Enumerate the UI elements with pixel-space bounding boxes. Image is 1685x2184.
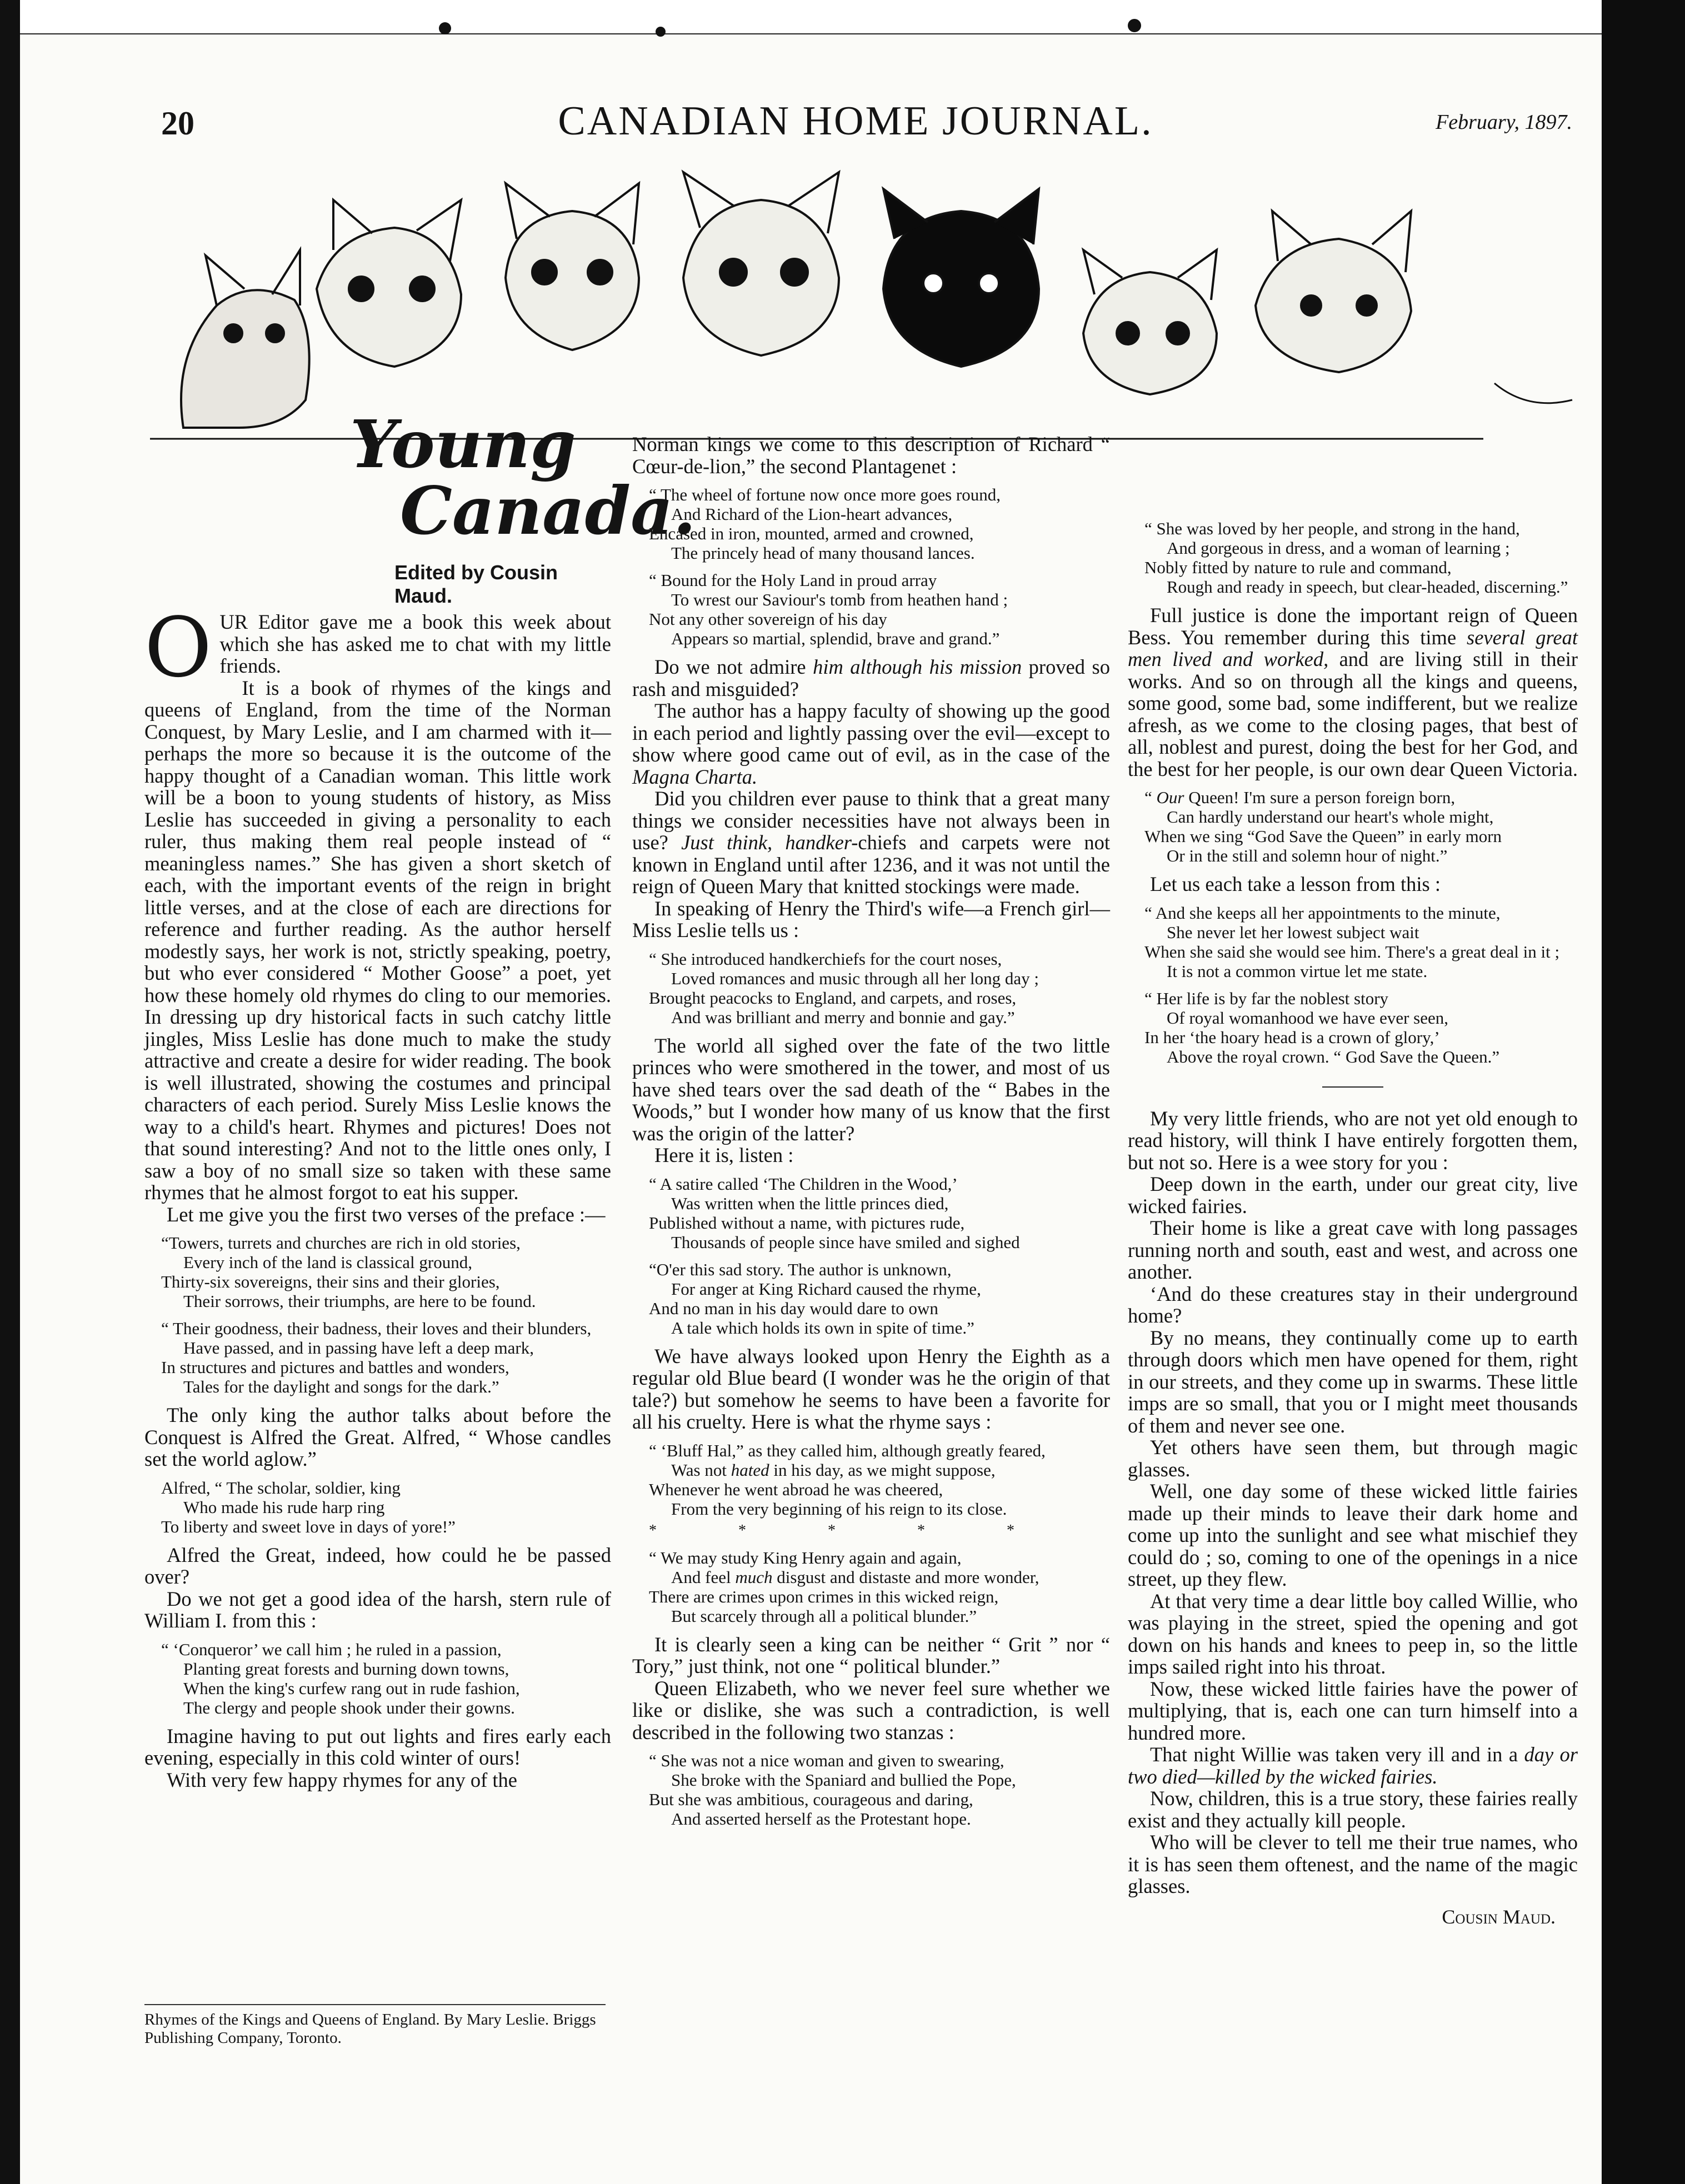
paragraph: We have always looked upon Henry the Eighth as a regular old Blue beard (I wonder was he the origin of that tale?) but somehow he seems to have been a favorite for all his cruelty. Here is what the rhyme says : (632, 1344, 1110, 1433)
section-editor-credit: Edited by Cousin Maud. (394, 561, 558, 607)
paragraph: Do we not admire him although his mission proved so rash and misguided? (632, 655, 1110, 700)
verse: “ ‘Bluff Hal,” as they called him, although greatly feared, Was not hated in his day, as we might suppose, Whenever he went abroad he was cheered, From the very beginning of his reign to its close. * * * * * (632, 1441, 1110, 1540)
paragraph: That night Willie was taken very ill and in a day or two died—killed by the wicked fairies. (1128, 1743, 1578, 1788)
binding-hole-icon (439, 22, 451, 34)
verse: “ ‘Conqueror’ we call him ; he ruled in a passion, Planting great forests and burning down towns, When the king's curfew rang out in rude fashion, The clergy and people shook under their gowns. (161, 1639, 520, 1717)
section-stars: * * * * * (649, 1521, 1053, 1539)
paragraph: At that very time a dear little boy called Willie, who was playing in the street, spied the opening and got down on his hands and knees to peep in, so the little imps sailed right into his throat. (1128, 1589, 1578, 1678)
verse: “ And she keeps all her appointments to the minute, She never let her lowest subject wait When she said she would see him. There's a great deal in it ; It is not a common virtue let me state. (1144, 903, 1560, 981)
paragraph: Now, these wicked little fairies have the power of multiplying, that is, each one can turn himself into a hundred more. (1128, 1677, 1578, 1744)
verse: “ A satire called ‘The Children in the Wood,’ Was written when the little princes died, Published without a name, with pictures rude, Thousands of people since have smiled and sighed (649, 1174, 1020, 1252)
verse: “ The wheel of fortune now once more goes round, And Richard of the Lion-heart advances, Encased in iron, mounted, armed and crowned, The princely head of many thousand lances. (649, 485, 1001, 563)
section-title-young: Young (350, 405, 576, 483)
verse: “O'er this sad story. The author is unknown, For anger at King Richard caused the rhyme, And no man in his day would dare to own A tale which holds its own in spite of time.” (649, 1259, 981, 1338)
verse: “ Bound for the Holy Land in proud array To wrest our Saviour's tomb from heathen hand ; Not any other sovereign of his day Appears so martial, splendid, brave and grand.” (649, 570, 1008, 648)
paragraph: In speaking of Henry the Third's wife—a French girl—Miss Leslie tells us : (632, 896, 1110, 941)
verse: “Towers, turrets and churches are rich in old stories, Every inch of the land is classical ground, Thirty-six sovereigns, their sins and their glories, Their sorrows, their triumphs, are here to be found. (161, 1233, 536, 1311)
paragraph: Let me give you the first two verses of the preface :— (167, 1203, 606, 1226)
verse: “ Our Queen! I'm sure a person foreign born, Can hardly understand our heart's whole might, When we sing “God Save the Queen” in early morn Or in the still and solemn hour of night.” (1144, 788, 1502, 865)
paragraph: It is a book of rhymes of the kings and queens of England, from the time of the Norman Conquest, by Mary Leslie, and I am charmed with it—perhaps the more so because it is the outcome of the happy thought of a Canadian woman. This little work will be a boon to young students of history, as Miss Leslie has succeeded in giving a personality to each ruler, thus making them real people instead of “ meaningless names.” She has given a short sketch of each, with the important events of the reign in bright little verses, and at the close of each are directions for reference and further reading. As the author herself modestly says, her work is not, strictly speaking, poetry, but who ever considered “ Mother Goose” a poet, yet how these homely old rhymes do cling to our memories. In dressing up dry historical facts in such catchy little jingles, Miss Leslie has done much to make the study attractive and create a desire for wider reading. The book is well illustrated, showing the costumes and principal characters of each period. Surely Miss Leslie knows the way to a child's heart. Rhymes and pictures! Does not that sound interesting? And not to the little ones only, I saw a boy of no small size so taken with these same rhymes that he almost forgot to eat his supper. (144, 676, 611, 1204)
paragraph: Who will be clever to tell me their true names, who it is has seen them oftenest, and the name of the magic glasses. (1128, 1831, 1578, 1897)
footnote-divider (144, 2004, 606, 2005)
page-number: 20 (161, 105, 194, 142)
section-divider (1322, 1086, 1383, 1088)
article-column-2 (632, 433, 1110, 1836)
journal-title: CANADIAN HOME JOURNAL. (558, 98, 1153, 144)
paragraph: It is clearly seen a king can be neither “ Grit ” nor “ Tory,” just think, not one “ political blunder.” (632, 1632, 1110, 1677)
paragraph: Do we not get a good idea of the harsh, stern rule of William I. from this : (144, 1587, 611, 1632)
paragraph: Now, children, this is a true story, these fairies really exist and they actually kill people. (1128, 1787, 1578, 1832)
paragraph: Alfred the Great, indeed, how could he be passed over? (144, 1543, 611, 1588)
paragraph: The only king the author talks about before the Conquest is Alfred the Great. Alfred, “ Whose candles set the world aglow.” (144, 1404, 611, 1470)
verse: “ She was not a nice woman and given to swearing, She broke with the Spaniard and bullied the Pope, But she was ambitious, courageous and daring, And asserted herself as the Protestant hope. (649, 1751, 1016, 1829)
paragraph: The world all sighed over the fate of the two little princes who were smothered in the tower, and most of us have shed tears over the sad death of the “ Babes in the Woods,” but I wonder how many of us know that the first was the origin of the latter? (632, 1034, 1110, 1145)
paragraph: With very few happy rhymes for any of the (167, 1768, 517, 1791)
verse: “ Her life is by far the noblest story Of royal womanhood we have ever seen, In her ‘the hoary head is a crown of glory,’ Above the royal crown. “ God Save the Queen.” (1144, 988, 1500, 1066)
scan-top-edge (0, 0, 1685, 34)
paragraph: Here it is, listen : (654, 1144, 794, 1166)
kittens-banner-illustration (150, 167, 1606, 444)
paragraph: By no means, they continually come up to earth through doors which men have opened for them, right in our streets, and they come up in swarms. These little imps are so small, that you or I might meet thousands of them and never see one. (1128, 1326, 1578, 1437)
section-title-canada: Canada. (400, 472, 696, 549)
paragraph: Let us each take a lesson from this : (1150, 873, 1441, 895)
issue-date: February, 1897. (1436, 111, 1572, 134)
article-column-1 (144, 600, 611, 1791)
page-header (139, 94, 1572, 156)
article-column-3 (1128, 511, 1578, 1928)
footnote: Rhymes of the Kings and Queens of England. By Mary Leslie. Briggs Publishing Company, Toronto. (144, 2011, 596, 2047)
paragraph: Full justice is done the important reign of Queen Bess. You remember during this time several great men lived and worked, and are living still in their works. And so on through all the kings and queens, some good, some bad, some indifferent, but we realize afresh, as we come to the closing pages, that best of all, noblest and purest, doing the best for her God, and the best for her people, is our own dear Queen Victoria. (1128, 604, 1578, 780)
paragraph: Deep down in the earth, under our great city, live wicked fairies. (1128, 1173, 1578, 1218)
paragraph: Imagine having to put out lights and fires early each evening, especially in this cold winter of ours! (144, 1724, 611, 1769)
verse: “ She was loved by her people, and strong in the hand, And gorgeous in dress, and a woman of learning ; Nobly fitted by nature to rule and command, Rough and ready in speech, but clear-headed, discerning.” (1144, 519, 1568, 597)
drop-cap: O (144, 600, 212, 695)
paragraph: Their home is like a great cave with long passages running north and south, east and west, and across one another. (1128, 1216, 1578, 1283)
paragraph: The author has a happy faculty of showing up the good in each period and lightly passing over the evil—except to show where good came out of evil, as in the case of the Magna Charta. (632, 699, 1110, 788)
paragraph: Norman kings we come to this description of Richard “ Cœur-de-lion,” the second Plantagenet : (632, 433, 1110, 478)
paragraph: Well, one day some of these wicked little fairies made up their minds to leave their dark home and come up into the sunlight and see what mischief they could do ; so, coming to one of the openings in a nice street, up they flew. (1128, 1480, 1578, 1590)
scan-left-edge (0, 0, 20, 2184)
paragraph: My very little friends, who are not yet old enough to read history, will think I have entirely forgotten them, but not so. Here is a wee story for you : (1128, 1106, 1578, 1174)
binding-hole-icon (1128, 19, 1141, 32)
paragraph: ‘And do these creatures stay in their underground home? (1128, 1282, 1578, 1327)
paragraph: OUR Editor gave me a book this week about which she has asked me to chat with my little friends. (144, 600, 611, 695)
paragraph: Yet others have seen them, but through magic glasses. (1128, 1436, 1578, 1481)
verse: Alfred, “ The scholar, soldier, king Who made his rude harp ring To liberty and sweet love in days of yore!” (161, 1477, 456, 1536)
verse: “ She introduced handkerchiefs for the court noses, Loved romances and music through all her long day ; Brought peacocks to England, and carpets, and roses, And was brilliant and merry and bonnie and gay.” (649, 949, 1039, 1027)
binding-hole-icon (656, 27, 666, 37)
author-signature: Cousin Maud. (1442, 1905, 1556, 1928)
paragraph: Queen Elizabeth, who we never feel sure whether we like or dislike, she was such a contradiction, is well described in the following two stanzas : (632, 1676, 1110, 1744)
scan-right-edge (1602, 0, 1685, 2184)
verse: “ Their goodness, their badness, their loves and their blunders, Have passed, and in passing have left a deep mark, In structures and pictures and battles and wonders, Tales for the daylight and songs for the dark.” (161, 1319, 592, 1396)
verse: “ We may study King Henry again and again, And feel much disgust and distaste and more wonder, There are crimes upon crimes in this wicked reign, But scarcely through all a political blunder.” (649, 1547, 1039, 1626)
section-title-block (311, 405, 696, 607)
paragraph: Did you children ever pause to think that a great many things we consider necessities have not always been in use? Just think, handker-chiefs and carpets were not known in England until after 1236, and it was not until the reign of Queen Mary that knitted stockings were made. (632, 787, 1110, 898)
